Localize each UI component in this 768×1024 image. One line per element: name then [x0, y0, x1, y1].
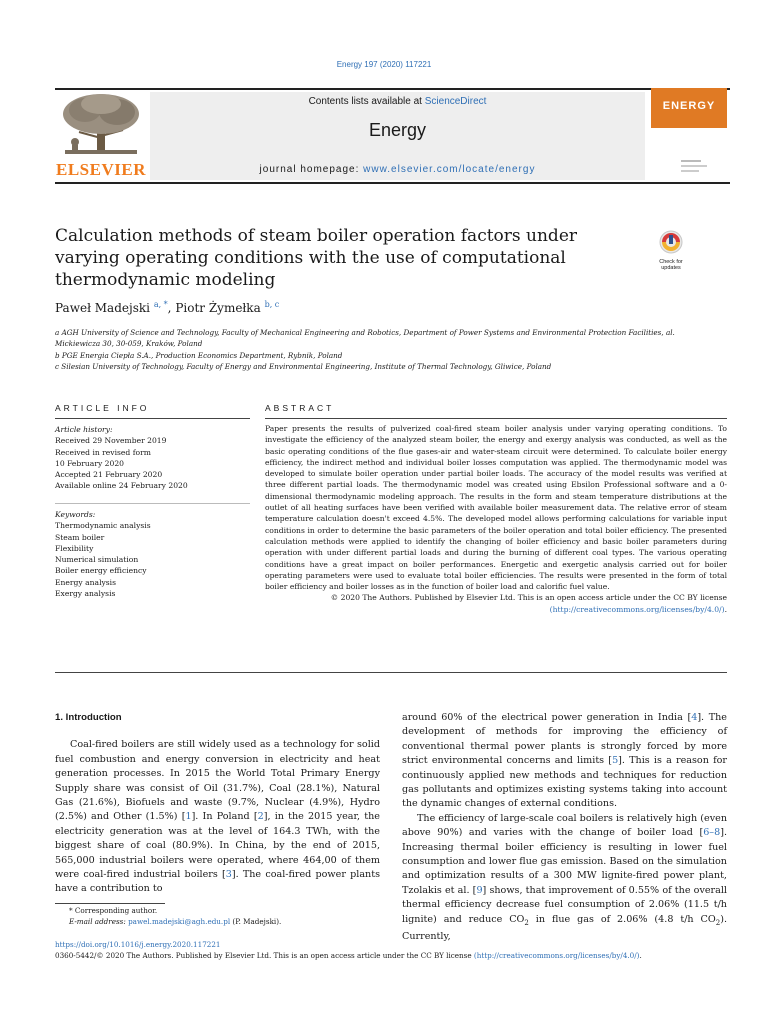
- info-rule: [55, 418, 250, 419]
- homepage-link[interactable]: www.elsevier.com/locate/energy: [363, 164, 536, 175]
- abstract-paragraph: Paper presents the results of pulverized coal-fired steam boiler analysis under varying operating conditions. To investigate the efficiency of the analyzed steam boiler, the energy and exergy analysis was conducted, as well as the basic operating conditions of the flue gases-air and water-steam circuit were determined. To calculate boiler energy efficiency, the indirect method and individual boiler losses computation was applied. The thermodynamic model was developed to simulate boiler operation under partial boiler loads. The accuracy of the model results was verified at three different partial loads. The thermodynamic model was created using Ebsilon Professional software and a 0-dimensional thermodynamic modeling approach. The results in the form and steam temperature distributions at the outlet of all heating surfaces have been verified with available boiler measurement data. The relative error of steam temperature calculation doesn't exceed 4.5%. The developed model allows performing calculations for variable input conditions in order to determine the basic parameters of the boiler operation and total boiler efficiency. The presented calculation methods were applied to identify the changing of boiler efficiency and basic boiler parameters during operation with under different partial loads and during the burning of different coal types. The various operating conditions have a great impact on boiler performances. Energetic and exergetic analysis carried out for boiler operating parameters were used to evaluate total boiler efficiencies. The results were presented in the form of total boiler efficiency and boiler losses as in the function of boiler load and calorific fuel value.: [265, 424, 727, 592]
- abstract-rule: [265, 418, 727, 419]
- journal-homepage: journal homepage: www.elsevier.com/locate/energy: [259, 164, 536, 175]
- keyword-item: Boiler energy efficiency: [55, 566, 147, 576]
- journal-cover: [651, 88, 727, 180]
- affiliations: [55, 327, 715, 372]
- publisher-logo: [55, 92, 147, 180]
- abstract-heading: ABSTRACT: [265, 403, 335, 413]
- keyword-item: Thermodynamic analysis: [55, 521, 151, 531]
- article-info-heading: ARTICLE INFO: [55, 403, 150, 413]
- author-name[interactable]: Piotr Żymełka: [175, 301, 261, 315]
- footnotes: [55, 906, 380, 927]
- doi-link[interactable]: https://doi.org/10.1016/j.energy.2020.117221: [55, 940, 221, 949]
- history-label: Article history:: [55, 425, 113, 434]
- history-item: 10 February 2020: [55, 458, 124, 468]
- cover-title: ENERGY: [662, 100, 716, 112]
- keywords: [55, 509, 250, 599]
- page-footer: [55, 939, 735, 961]
- keyword-item: Exergy analysis: [55, 589, 116, 599]
- keywords-label: Keywords:: [55, 510, 96, 519]
- footer-license-link[interactable]: (http://creativecommons.org/licenses/by/4.0/): [473, 951, 640, 960]
- body-column-left: [55, 711, 380, 897]
- citation-ref[interactable]: 6–8: [703, 827, 721, 839]
- body-column-right: [402, 711, 727, 944]
- abstract-copyright: © 2020 The Authors. Published by Elsevier Ltd. This is an open access article under the CC BY license (http://creativecommons.org/licenses/by/4.0/).: [330, 593, 727, 614]
- header-rule-bottom: [55, 182, 730, 184]
- author-name[interactable]: Paweł Madejski: [55, 301, 150, 315]
- citation-ref[interactable]: 5: [612, 755, 619, 767]
- body-paragraph: Coal-fired boilers are still widely used as a technology for solid fuel combustion and energy conversion in electricity and heat generation processes. In 2015 the World Total Primary Energy Supply share was consist of Oil (31.7%), Coal (28.1%), Natural Gas (21.6%), Biofuels and waste (9.7%, Nuclear (4.9%), Hydro (2.5%) and Other (1.5%) [1]. In Poland [2], in the 2015 year, the electricity generation was at the level of 164.3 TWh, with the biggest share of coal (80.9%). In China, by the end of 2015, 565,000 industrial boilers were operated, where 464,00 of them were coal-fired industrial boilers [3]. The coal-fired power plants have a contribution to: [55, 739, 381, 895]
- keyword-item: Flexibility: [55, 543, 94, 553]
- email-note: E-mail address: pawel.madejski@agh.edu.pl (P. Madejski).: [69, 916, 282, 926]
- affiliation-item: a AGH University of Science and Technology, Faculty of Mechanical Engineering and Robotics, Department of Power Systems and Environmental Protection Facilities, al. Mickiewicza 30, 30-059, Kraków, Poland: [55, 328, 675, 349]
- email-link[interactable]: pawel.madejski@agh.edu.pl: [128, 916, 231, 926]
- tree-emblem-icon: [55, 92, 147, 158]
- journal-header-box: [150, 92, 645, 180]
- check-updates-badge[interactable]: [652, 229, 690, 269]
- author-marks[interactable]: b, c: [264, 300, 280, 309]
- author-list: Paweł Madejski $^{a, *}$, Piotr Żymełka $^{b, c}$: [55, 300, 280, 315]
- contents-line: Contents lists available at ScienceDirect: [308, 96, 487, 107]
- body-paragraph: around 60% of the electrical power generation in India [4]. The development of methods for improving the efficiency of conventional thermal power plants is strongly forced by more strict environmental concerns and limits [5]. This is a reason for continuously applied new methods and techniques for reduction gas pollutants and optimizes existing systems taking into account the dynamic changes of external conditions.: [402, 712, 727, 810]
- issn-line: 0360-5442/© 2020 The Authors. Published by Elsevier Ltd. This is an open access article under the CC BY license (http://creativecommons.org/licenses/by/4.0/).: [55, 951, 642, 960]
- citation-ref[interactable]: 3: [225, 869, 232, 881]
- affiliation-item: c Silesian University of Technology, Faculty of Energy and Environmental Engineering, Institute of Thermal Technology, Gliwice, Poland: [55, 361, 552, 371]
- author-marks[interactable]: a, *: [153, 300, 168, 309]
- sciencedirect-link[interactable]: ScienceDirect: [424, 96, 487, 107]
- citation-ref[interactable]: 1: [185, 811, 192, 823]
- abstract-body: [265, 423, 727, 615]
- journal-citation[interactable]: Energy 197 (2020) 117221: [336, 60, 432, 69]
- citation-ref[interactable]: 4: [691, 712, 698, 723]
- corresponding-author-note: * Corresponding author.: [69, 906, 158, 915]
- footnote-rule: [55, 903, 165, 904]
- header-rule-top: [55, 88, 730, 90]
- citation-ref[interactable]: 2: [257, 811, 264, 823]
- citation-ref[interactable]: 9: [476, 884, 483, 896]
- check-updates-icon: [652, 229, 690, 255]
- affiliation-item: b PGE Energia Ciepła S.A., Production Economics Department, Rybnik, Poland: [55, 350, 343, 360]
- journal-name: Energy: [368, 120, 427, 140]
- info-divider: [55, 503, 250, 504]
- history-item: Accepted 21 February 2020: [55, 470, 163, 480]
- article-history: [55, 424, 250, 492]
- keyword-item: Numerical simulation: [55, 555, 139, 565]
- body-paragraph: The efficiency of large-scale coal boilers is relatively high (even above 90%) and varies with the change of boiler load [6–8]. Increasing thermal boiler efficiency is resulting in lower fuel consumption and lower flue gas emission. Based on the simulation and optimization results of a 300 MW lignite-fired power plant, Tzolakis et al. [9] shows, that improvement of 0.55% of the overall thermal efficiency decrease fuel consumption of 2.06% (11.5 t/h lignite) and reduce $CO_2$ in flue gas of 2.06% (4.8 t/h $CO_2$). Currently,: [402, 812, 728, 942]
- section-heading: 1. Introduction: [55, 712, 122, 723]
- article-title: Calculation methods of steam boiler operation factors under varying operating conditions with the use of computational thermodynamic modeling: [55, 226, 578, 290]
- abstract-rule-bottom: [55, 672, 727, 673]
- keyword-item: Steam boiler: [55, 532, 105, 542]
- check-updates-label: Check for updates: [659, 259, 683, 271]
- keyword-item: Energy analysis: [55, 577, 117, 587]
- history-item: Received 29 November 2019: [55, 436, 167, 446]
- history-item: Received in revised form: [55, 447, 151, 457]
- history-item: Available online 24 February 2020: [55, 481, 188, 491]
- publisher-name: ELSEVIER: [56, 160, 146, 179]
- license-link[interactable]: (http://creativecommons.org/licenses/by/4.0/): [549, 604, 725, 614]
